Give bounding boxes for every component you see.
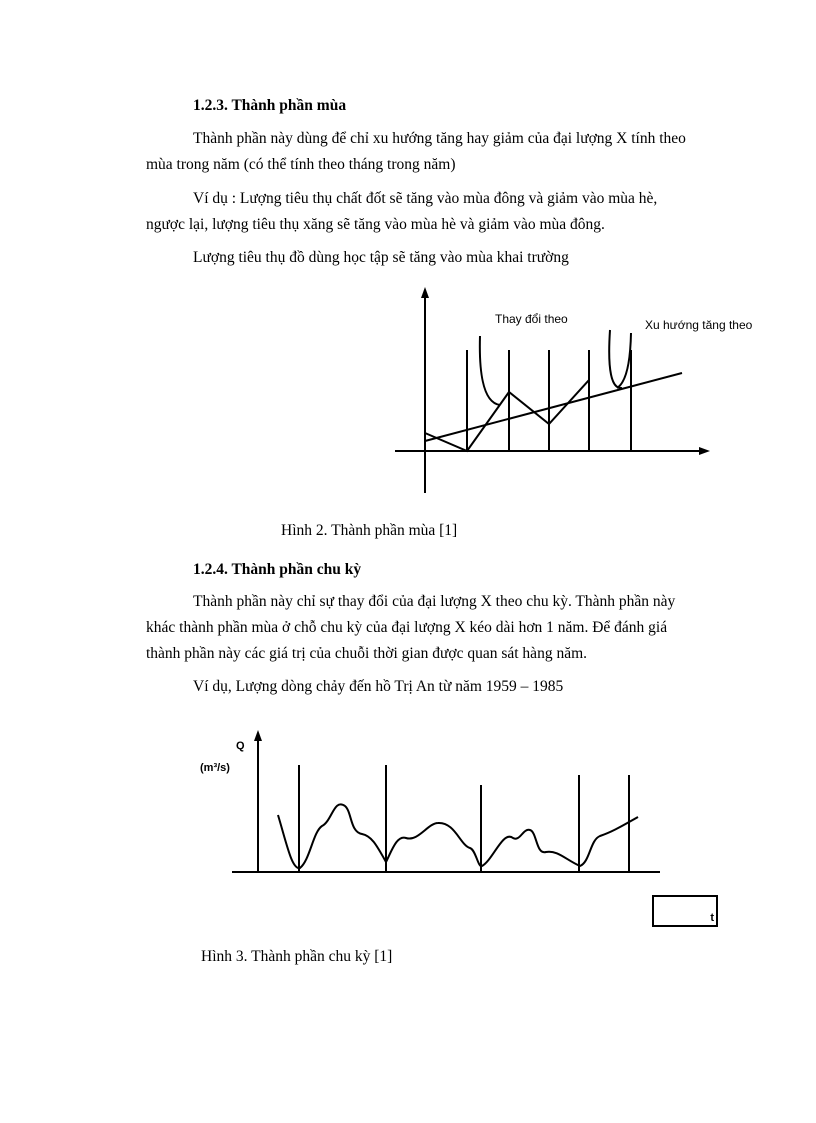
paragraph-line: mùa trong năm (có thể tính theo tháng trong năm) — [146, 156, 456, 173]
paragraph-line: Ví dụ : Lượng tiêu thụ chất đốt sẽ tăng vào mùa đông và giảm vào mùa hè, — [193, 190, 658, 207]
paragraph-line: Lượng tiêu thụ đồ dùng học tập sẽ tăng vào mùa khai trường — [193, 249, 569, 266]
figure-label-change: Thay đổi theo — [495, 312, 568, 326]
figure-label-trend: Xu hướng tăng theo — [645, 318, 753, 332]
section-heading-cyclical: 1.2.4. Thành phần chu kỳ — [193, 561, 362, 578]
figure-caption: Hình 3. Thành phần chu kỳ [1] — [201, 948, 393, 965]
x-axis-label-box — [652, 895, 718, 927]
paragraph-line: ngược lại, lượng tiêu thụ xăng sẽ tăng vào mùa hè và giảm vào mùa đông. — [146, 216, 605, 233]
x-axis-label: t — [710, 912, 714, 924]
paragraph-line: khác thành phần mùa ở chỗ chu kỳ của đại lượng X kéo dài hơn 1 năm. Để đánh giá — [146, 619, 668, 636]
paragraph-line: thành phần này các giá trị của chuỗi thời gian được quan sát hàng năm. — [146, 645, 588, 662]
y-axis-arrow — [254, 730, 262, 741]
figure-caption: Hình 2. Thành phần mùa [1] — [281, 522, 458, 539]
paragraph-line: Ví dụ, Lượng dòng chảy đến hồ Trị An từ năm 1959 – 1985 — [193, 678, 564, 695]
paragraph-line: Thành phần này chỉ sự thay đổi của đại lượng X theo chu kỳ. Thành phần này — [193, 593, 676, 610]
cyclical-curve — [278, 804, 638, 868]
y-axis-label-unit: (m³/s) — [200, 762, 230, 774]
section-heading-seasonal: 1.2.3. Thành phần mùa — [193, 97, 347, 114]
paragraph-line: Thành phần này dùng để chỉ xu hướng tăng hay giảm của đại lượng X tính theo — [193, 130, 686, 147]
y-axis-label-q: Q — [236, 740, 245, 752]
